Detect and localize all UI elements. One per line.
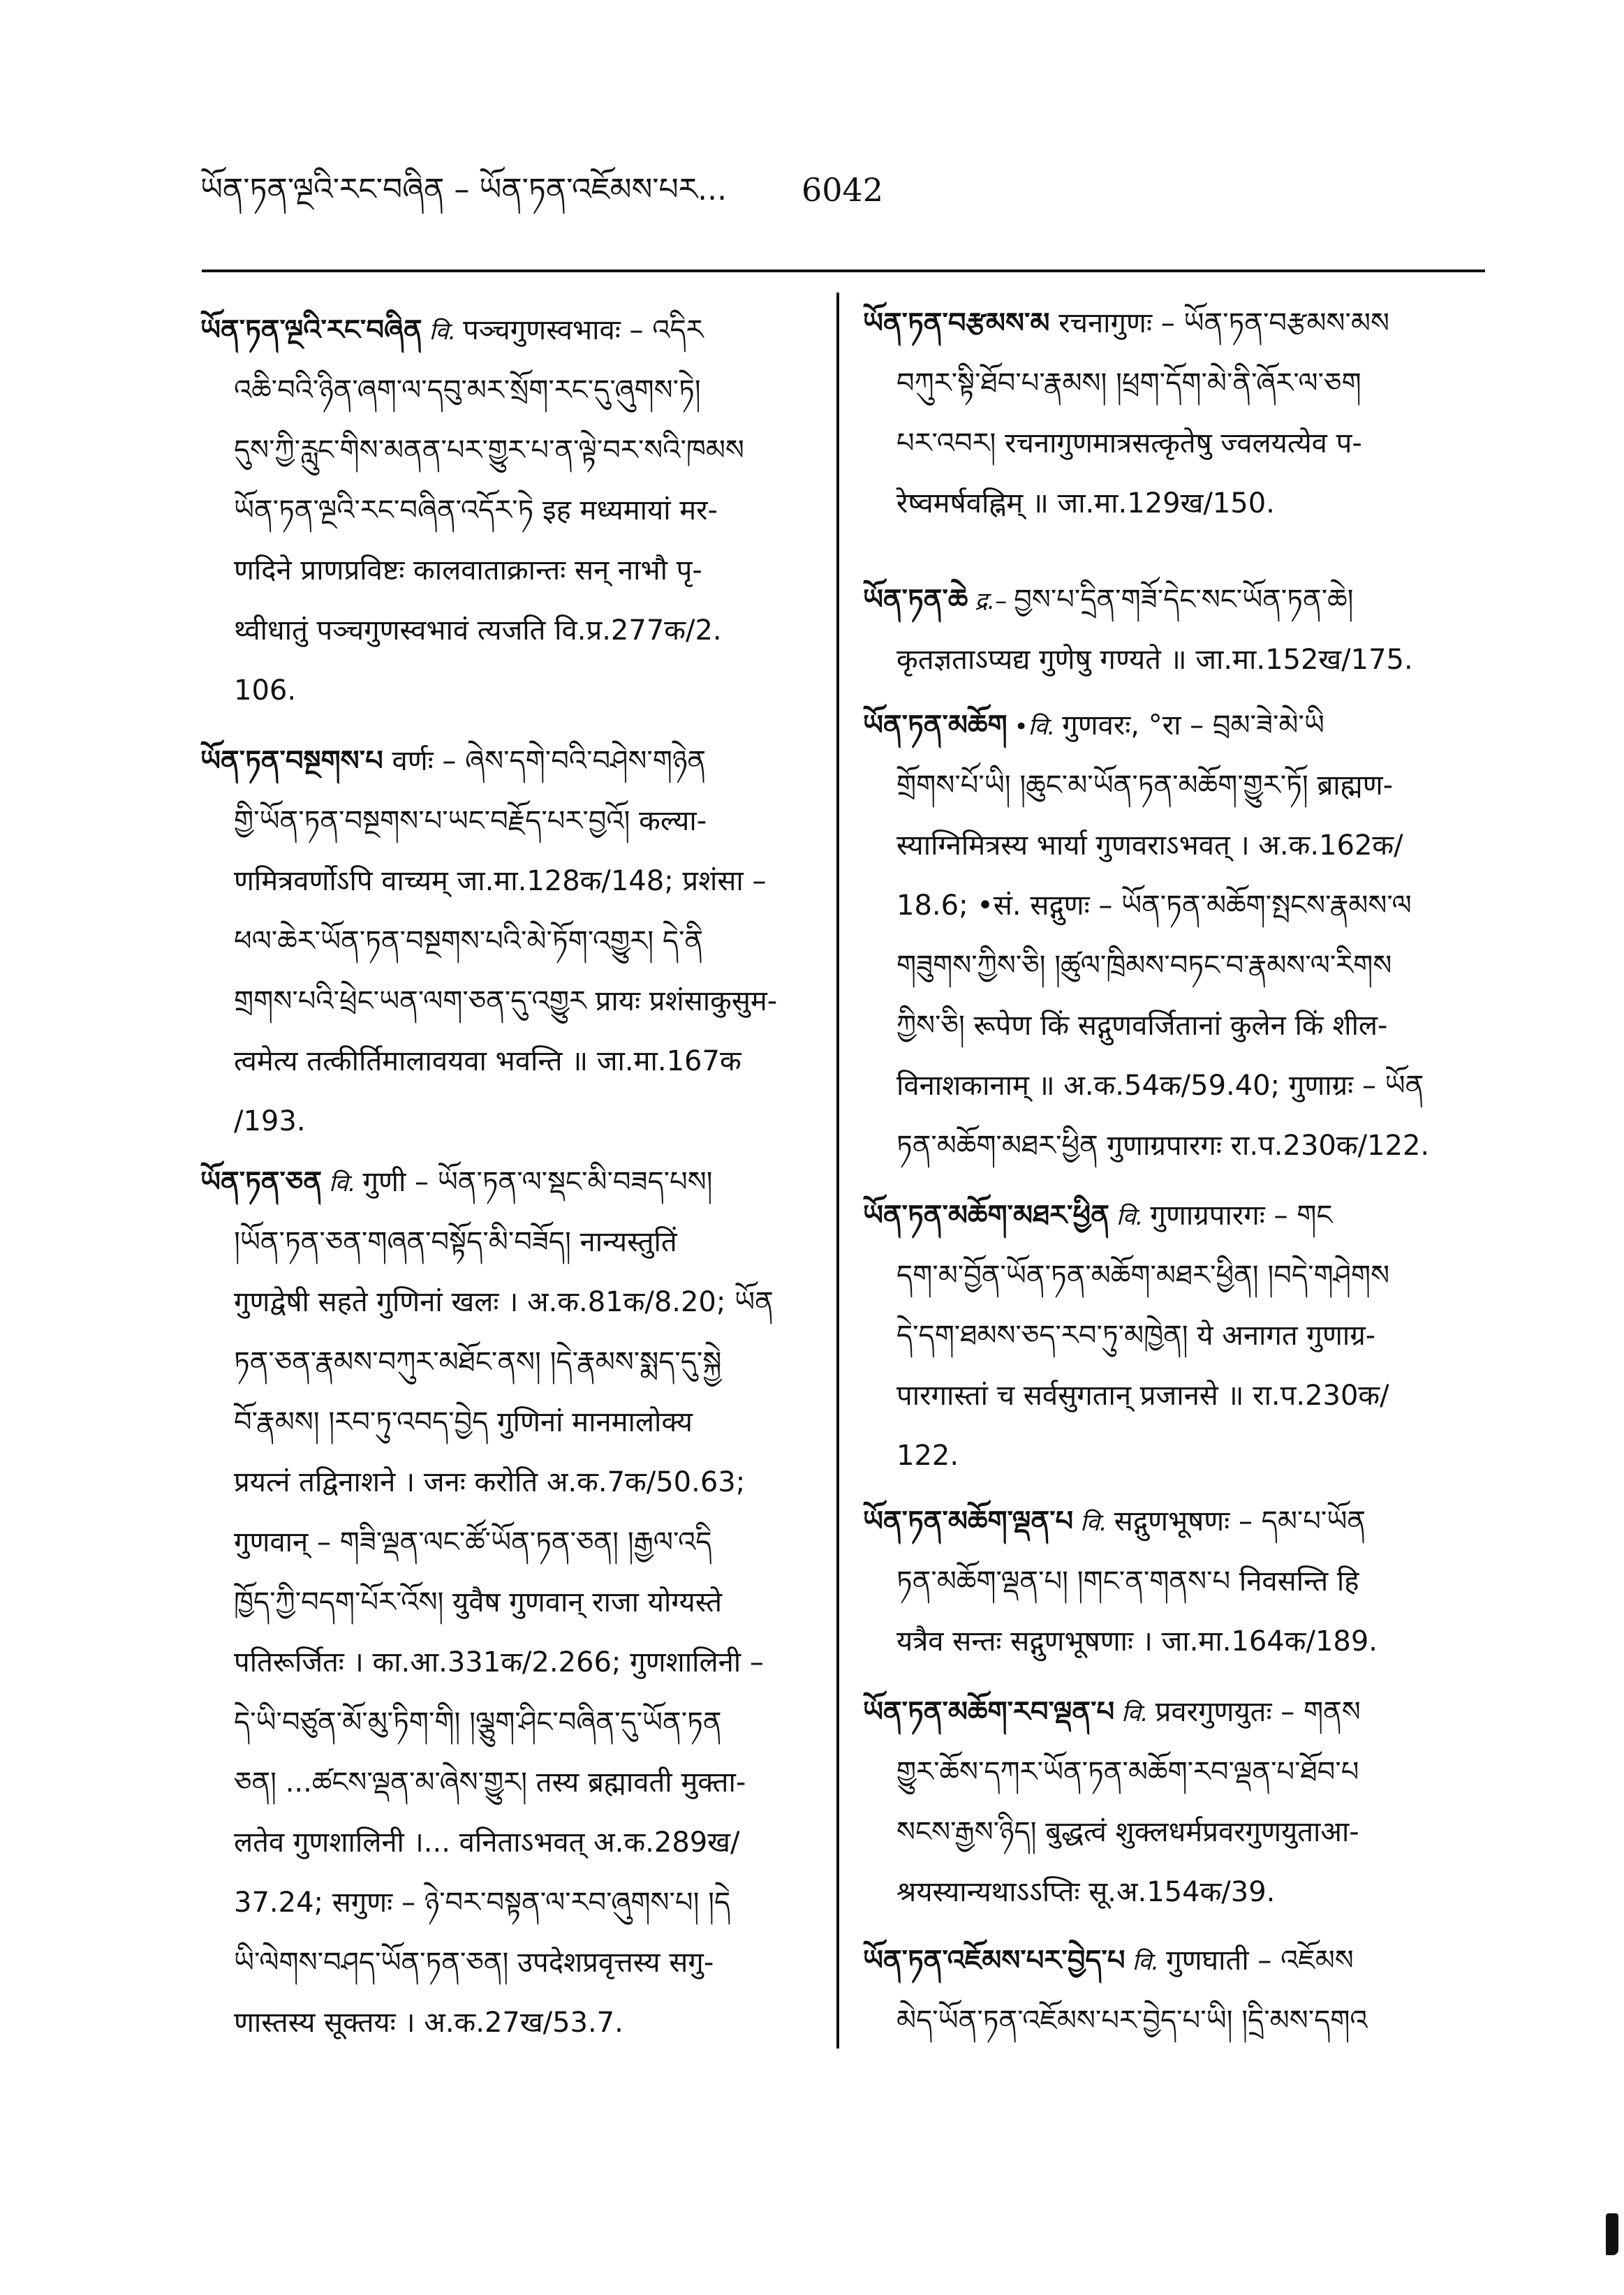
entry-first-line xyxy=(863,695,1485,755)
entry-text: །ཡོན་ཏན་ཅན་གཞན་བསྟོད་མི་བཟོད། नान्यस्तुतिं xyxy=(234,1226,677,1258)
entry-line xyxy=(200,540,820,600)
part-of-speech: वि. xyxy=(329,1169,356,1197)
entry-headword: ཡོན་ཏན་མཆོག་རབ་ལྡན་པ xyxy=(863,1696,1115,1728)
entry-text: 18.6; •सं. सद्गुणः – ཡོན་ཏན་མཆོག་སྤངས་རྣམས་ལ xyxy=(896,890,1412,922)
entry-text: དུས་ཀྱི་རླུང་གིས་མནན་པར་གྱུར་པ་ན་ལྟེ་བར་སའི་ཁམས xyxy=(234,434,744,466)
entry-line xyxy=(200,1452,820,1512)
entry-text: रेष्वमर्षवह्निम् ॥ जा.मा.129ख/150. xyxy=(896,487,1275,519)
entry-first-line xyxy=(200,300,820,360)
dictionary-entry xyxy=(863,695,1485,1176)
left-column xyxy=(200,0,820,2295)
entry-headword: ཡོན་ཏན་ལྔའི་རང་བཞིན xyxy=(200,314,422,346)
dictionary-entry xyxy=(863,1682,1485,1922)
entry-line xyxy=(863,1426,1485,1486)
entry-text: གྲོགས་པོ་ཡི། །ཆུང་མ་ཡོན་ཏན་མཆོག་གྱུར་ཏོ། ब्राह्मण- xyxy=(896,769,1394,802)
entry-text: पारगास्तां च सर्वसुगतान् प्रजानसे ॥ रा.प.230क/ xyxy=(896,1380,1389,1412)
part-of-speech: •वि. xyxy=(1014,713,1056,741)
entry-line xyxy=(863,1306,1485,1366)
entry-first-line xyxy=(863,293,1485,353)
entry-line xyxy=(200,1212,820,1272)
entry-line xyxy=(200,420,820,480)
part-of-speech: वि. xyxy=(1080,1509,1107,1537)
entry-line xyxy=(200,851,820,911)
entry-line xyxy=(863,1366,1485,1426)
entry-text: गुणी – ཡོན་ཏན་ལ་སྡང་མི་བཟད་པས། xyxy=(362,1166,713,1198)
entry-line xyxy=(863,473,1485,533)
entry-first-line xyxy=(863,1931,1485,1991)
entry-text: མེད་ཡོན་ཏན་འཇོམས་པར་བྱེད་པ་ཡི། །དྲི་མས་དགའ xyxy=(896,2005,1368,2037)
entry-line xyxy=(200,1332,820,1392)
entry-text: पञ्चगुणस्वभावः – འདིར xyxy=(463,314,704,346)
entry-first-line xyxy=(200,731,820,791)
entry-text: 106. xyxy=(234,674,297,707)
entry-line xyxy=(200,480,820,540)
entry-headword: ཡོན་ཏན་མཆོག xyxy=(863,709,1007,741)
entry-text: गुणवान् – གཟི་ལྡན་ལང་ཚོ་ཡོན་ཏན་ཅན། །རྒྱལ་འདི xyxy=(234,1526,712,1558)
entry-headword: ཡོན་ཏན་མཆོག་མཐར་ཕྱིན xyxy=(863,1200,1109,1232)
entry-text: གྱི་ཡོན་ཏན་བསྔགས་པ་ཡང་བརྗོད་པར་བྱའོ། कल्या- xyxy=(234,805,707,837)
entry-text: 37.24; सगुणः – ཉེ་བར་བསྟན་ལ་རབ་ཞུགས་པ། །དེ xyxy=(234,1887,731,1919)
entry-line xyxy=(200,1692,820,1752)
entry-text: བྱས་པ་དྲིན་གཟོ་དེང་སང་ཡོན་ཏན་ཆེ། xyxy=(1014,584,1354,616)
dictionary-entry xyxy=(863,1931,1485,2051)
scan-artifact xyxy=(1606,2213,1618,2255)
entry-text: པར་འབར། रचनागुणमात्रसत्कृतेषु ज्वलयत्येव प- xyxy=(896,427,1362,459)
entry-line xyxy=(863,1802,1485,1862)
entry-line xyxy=(200,1272,820,1332)
entry-line xyxy=(863,1246,1485,1306)
entry-line xyxy=(200,1933,820,1993)
entry-line xyxy=(863,816,1485,876)
entry-text: वर्णः – ཞེས་དགེ་བའི་བཤེས་གཉེན xyxy=(392,745,707,777)
entry-text: गुणद्वेषी सहते गुणिनां खलः । अ.क.81क/8.20; ཡོན xyxy=(234,1286,774,1318)
right-column xyxy=(863,0,1485,2295)
entry-first-line xyxy=(863,1186,1485,1246)
entry-text: གྲགས་པའི་ཕྲེང་ཡན་ལག་ཅན་དུ་འགྱུར प्रायः प्रशंसाकुसुम- xyxy=(234,985,778,1017)
entry-line xyxy=(200,661,820,721)
entry-text: सद्गुणभूषणः – དམ་པ་ཡོན xyxy=(1114,1505,1366,1537)
entry-text: ཡི་ལེགས་བཤད་ཡོན་ཏན་ཅན། उपदेशप्रवृत्तस्य सगु- xyxy=(234,1947,714,1979)
entry-line xyxy=(200,1873,820,1933)
entry-line xyxy=(863,1862,1485,1922)
entry-text: प्रयत्नं तद्विनाशने । जनः करोति अ.क.7क/50.63; xyxy=(234,1466,746,1498)
dictionary-entry xyxy=(200,731,820,1151)
entry-text: ཡོན་ཏན་ལྔའི་རང་བཞིན་འདོར་ཏེ इह मध्यमायां मर- xyxy=(234,494,718,526)
entry-headword: ཡོན་ཏན་བརྩམས་མ xyxy=(863,307,1050,339)
entry-headword: ཡོན་ཏན་འཇོམས་པར་བྱེད་པ xyxy=(863,1945,1125,1977)
part-of-speech: द्र.– xyxy=(975,587,1007,615)
entry-text: त्वमेत्य तत्कीर्तिमालावयवा भवन्ति ॥ जा.मा.167क xyxy=(234,1045,741,1077)
entry-line xyxy=(200,360,820,420)
entry-text: लतेव गुणशालिनी ।... वनिताऽभवत् अ.क.289ख/ xyxy=(234,1827,740,1859)
part-of-speech: वि. xyxy=(1132,1948,1160,1976)
entry-line xyxy=(200,791,820,851)
part-of-speech: वि. xyxy=(1116,1203,1144,1231)
entry-text: यत्रैव सन्तः सद्गुणभूषणाः । जा.मा.164क/189. xyxy=(896,1625,1378,1658)
dictionary-entry xyxy=(863,1186,1485,1486)
entry-line xyxy=(200,1632,820,1692)
entry-line xyxy=(863,413,1485,473)
entry-line xyxy=(200,1091,820,1151)
entry-line xyxy=(863,630,1485,690)
entry-text: འཆི་བའི་ཉིན་ཞག་ལ་དབུ་མར་སྲོག་རང་དུ་ཞུགས་ཏེ། xyxy=(234,374,701,406)
entry-line xyxy=(200,971,820,1031)
entry-text: गुणाग्रपारगः – གང xyxy=(1150,1200,1333,1232)
entry-first-line xyxy=(863,1491,1485,1551)
entry-line xyxy=(200,600,820,661)
entry-line xyxy=(863,1116,1485,1176)
page-number: 6042 xyxy=(802,171,884,209)
entry-first-line xyxy=(863,570,1485,630)
entry-text: गुणघाती – འཇོམས xyxy=(1166,1945,1354,1977)
dictionary-entry xyxy=(863,293,1485,533)
dictionary-entry xyxy=(200,300,820,721)
entry-text: ཏན་ཅན་རྣམས་བཀུར་མཐོང་ནས། །དེ་རྣམས་སྨད་དུ་སྐྱེ xyxy=(234,1346,722,1378)
entry-line xyxy=(200,1813,820,1873)
dictionary-entry xyxy=(863,1491,1485,1672)
entry-text: पतिरूर्जितः । का.आ.331क/2.266; गुणशालिनी – xyxy=(234,1646,764,1678)
entry-headword: ཡོན་ཏན་ཆེ xyxy=(863,584,968,616)
entry-first-line xyxy=(863,1682,1485,1742)
entry-line xyxy=(863,876,1485,936)
entry-text: कृतज्ञताऽप्यद्य गुणेषु गण्यते ॥ जा.मा.152ख/175. xyxy=(896,644,1413,676)
entry-line xyxy=(200,911,820,971)
entry-line xyxy=(200,1512,820,1572)
entry-text: ཀྱིས་ཅི། रूपेण किं सद्गुणवर्जितानां कुलेन किं शील- xyxy=(896,1010,1388,1042)
entry-line xyxy=(863,1551,1485,1611)
entry-line xyxy=(863,755,1485,816)
entry-headword: ཡོན་ཏན་བསྔགས་པ xyxy=(200,745,383,777)
entry-text: སངས་རྒྱས་ཉིད། बुद्धत्वं शुक्लधर्मप्रवरगुणयुताआ- xyxy=(896,1816,1359,1848)
running-header: ཡོན་ཏན་ལྔའི་རང་བཞིན – ཡོན་ཏན་འཇོམས་པར... xyxy=(200,172,728,207)
entry-line xyxy=(200,1392,820,1452)
part-of-speech: वि. xyxy=(1121,1699,1149,1727)
entry-text: /193. xyxy=(234,1105,306,1137)
entry-line xyxy=(200,1752,820,1813)
entry-line xyxy=(863,1742,1485,1802)
entry-headword: ཡོན་ཏན་མཆོག་ལྡན་པ xyxy=(863,1505,1074,1537)
entry-text: णास्तस्य सूक्तयः । अ.क.27ख/53.7. xyxy=(234,2007,623,2039)
entry-text: श्रयस्यान्यथाऽऽप्तिः सू.अ.154क/39. xyxy=(896,1876,1276,1908)
entry-text: 122. xyxy=(896,1440,959,1472)
entry-text: रचनागुणः – ཡོན་ཏན་བརྩམས་མས xyxy=(1058,307,1389,339)
entry-text: ཅན། ...ཚངས་ལྡན་མ་ཞེས་གྱུར། तस्य ब्रह्मावती मुक्ता- xyxy=(234,1766,746,1799)
column-divider xyxy=(836,293,839,2049)
entry-text: विनाशकानाम् ॥ अ.क.54क/59.40; गुणाग्रः – ཡོན xyxy=(896,1070,1424,1102)
entry-headword: ཡོན་ཏན་ཅན xyxy=(200,1166,322,1198)
entry-text: དག་མ་བྱོན་ཡོན་ཏན་མཆོག་མཐར་ཕྱིན། །བདེ་གཤེགས xyxy=(896,1260,1390,1292)
entry-text: ཕལ་ཆེར་ཡོན་ཏན་བསྔགས་པའི་མེ་ཏོག་འགྱུར། དེ་ནི xyxy=(234,925,704,957)
entry-text: ཏན་མཆོག་མཐར་ཕྱིན गुणाग्रपारगः रा.प.230क/122. xyxy=(896,1130,1430,1162)
entry-line xyxy=(863,1056,1485,1116)
entry-line xyxy=(863,996,1485,1056)
entry-text: णमित्रवर्णोऽपि वाच्यम् जा.मा.128क/148; प्रशंसा – xyxy=(234,865,767,897)
entry-text: थ्वीधातुं पञ्चगुणस्वभावं त्यजति वि.प्र.277क/2. xyxy=(234,614,722,647)
dictionary-entry xyxy=(863,570,1485,690)
dictionary-entry xyxy=(200,1152,820,2053)
part-of-speech: वि. xyxy=(429,318,457,346)
entry-line xyxy=(863,353,1485,413)
entry-text: गुणवरः, °रा – བྲམ་ཟེ་མེ་ཡི xyxy=(1062,709,1324,741)
entry-text: གཟུགས་ཀྱིས་ཅི། །ཚུལ་ཁྲིམས་བཏང་བ་རྣམས་ལ་རིགས xyxy=(896,950,1392,982)
entry-text: प्रवरगुणयुतः – གནས xyxy=(1155,1696,1361,1728)
entry-line xyxy=(200,1993,820,2053)
entry-text: ཁྱོད་ཀྱི་བདག་པོར་འོས། युवैष गुणवान् राजा योग्यस्ते xyxy=(234,1586,723,1618)
entry-line xyxy=(863,1991,1485,2051)
entry-text: དེ་དག་ཐམས་ཅད་རབ་ཏུ་མཁྱེན། ये अनागत गुणाग्र- xyxy=(896,1320,1376,1352)
entry-text: ཏན་མཆོག་ལྡན་པ། །གང་ན་གནས་པ निवसन्ति हि xyxy=(896,1565,1359,1597)
entry-line xyxy=(200,1031,820,1091)
entry-text: णदिने प्राणप्रविष्टः कालवाताक्रान्तः सन् नाभौ पृ- xyxy=(234,554,702,586)
entry-line xyxy=(863,1611,1485,1672)
entry-text: གྱུར་ཆོས་དཀར་ཡོན་ཏན་མཆོག་རབ་ལྡན་པ་ཐོབ་པ xyxy=(896,1756,1359,1788)
entry-line xyxy=(863,936,1485,996)
entry-line xyxy=(200,1572,820,1632)
entry-first-line xyxy=(200,1152,820,1212)
entry-text: དེ་ཡི་བཙུན་མོ་མུ་ཏིག་གི། །ལྕུག་ཤིང་བཞིན་དུ་ཡོན་ཏན xyxy=(234,1706,722,1739)
entry-text: བཀུར་སྟི་ཐོབ་པ་རྣམས། །ཕྲག་དོག་མེ་ནི་ཞོར་ལ་ཅག xyxy=(896,367,1361,399)
entry-text: བོ་རྣམས། །རབ་ཏུ་འབད་བྱེད गुणिनां मानमालोक्य xyxy=(234,1406,693,1438)
entry-text: स्याग्निमित्रस्य भार्या गुणवराऽभवत् । अ.क.162क/ xyxy=(896,829,1403,862)
